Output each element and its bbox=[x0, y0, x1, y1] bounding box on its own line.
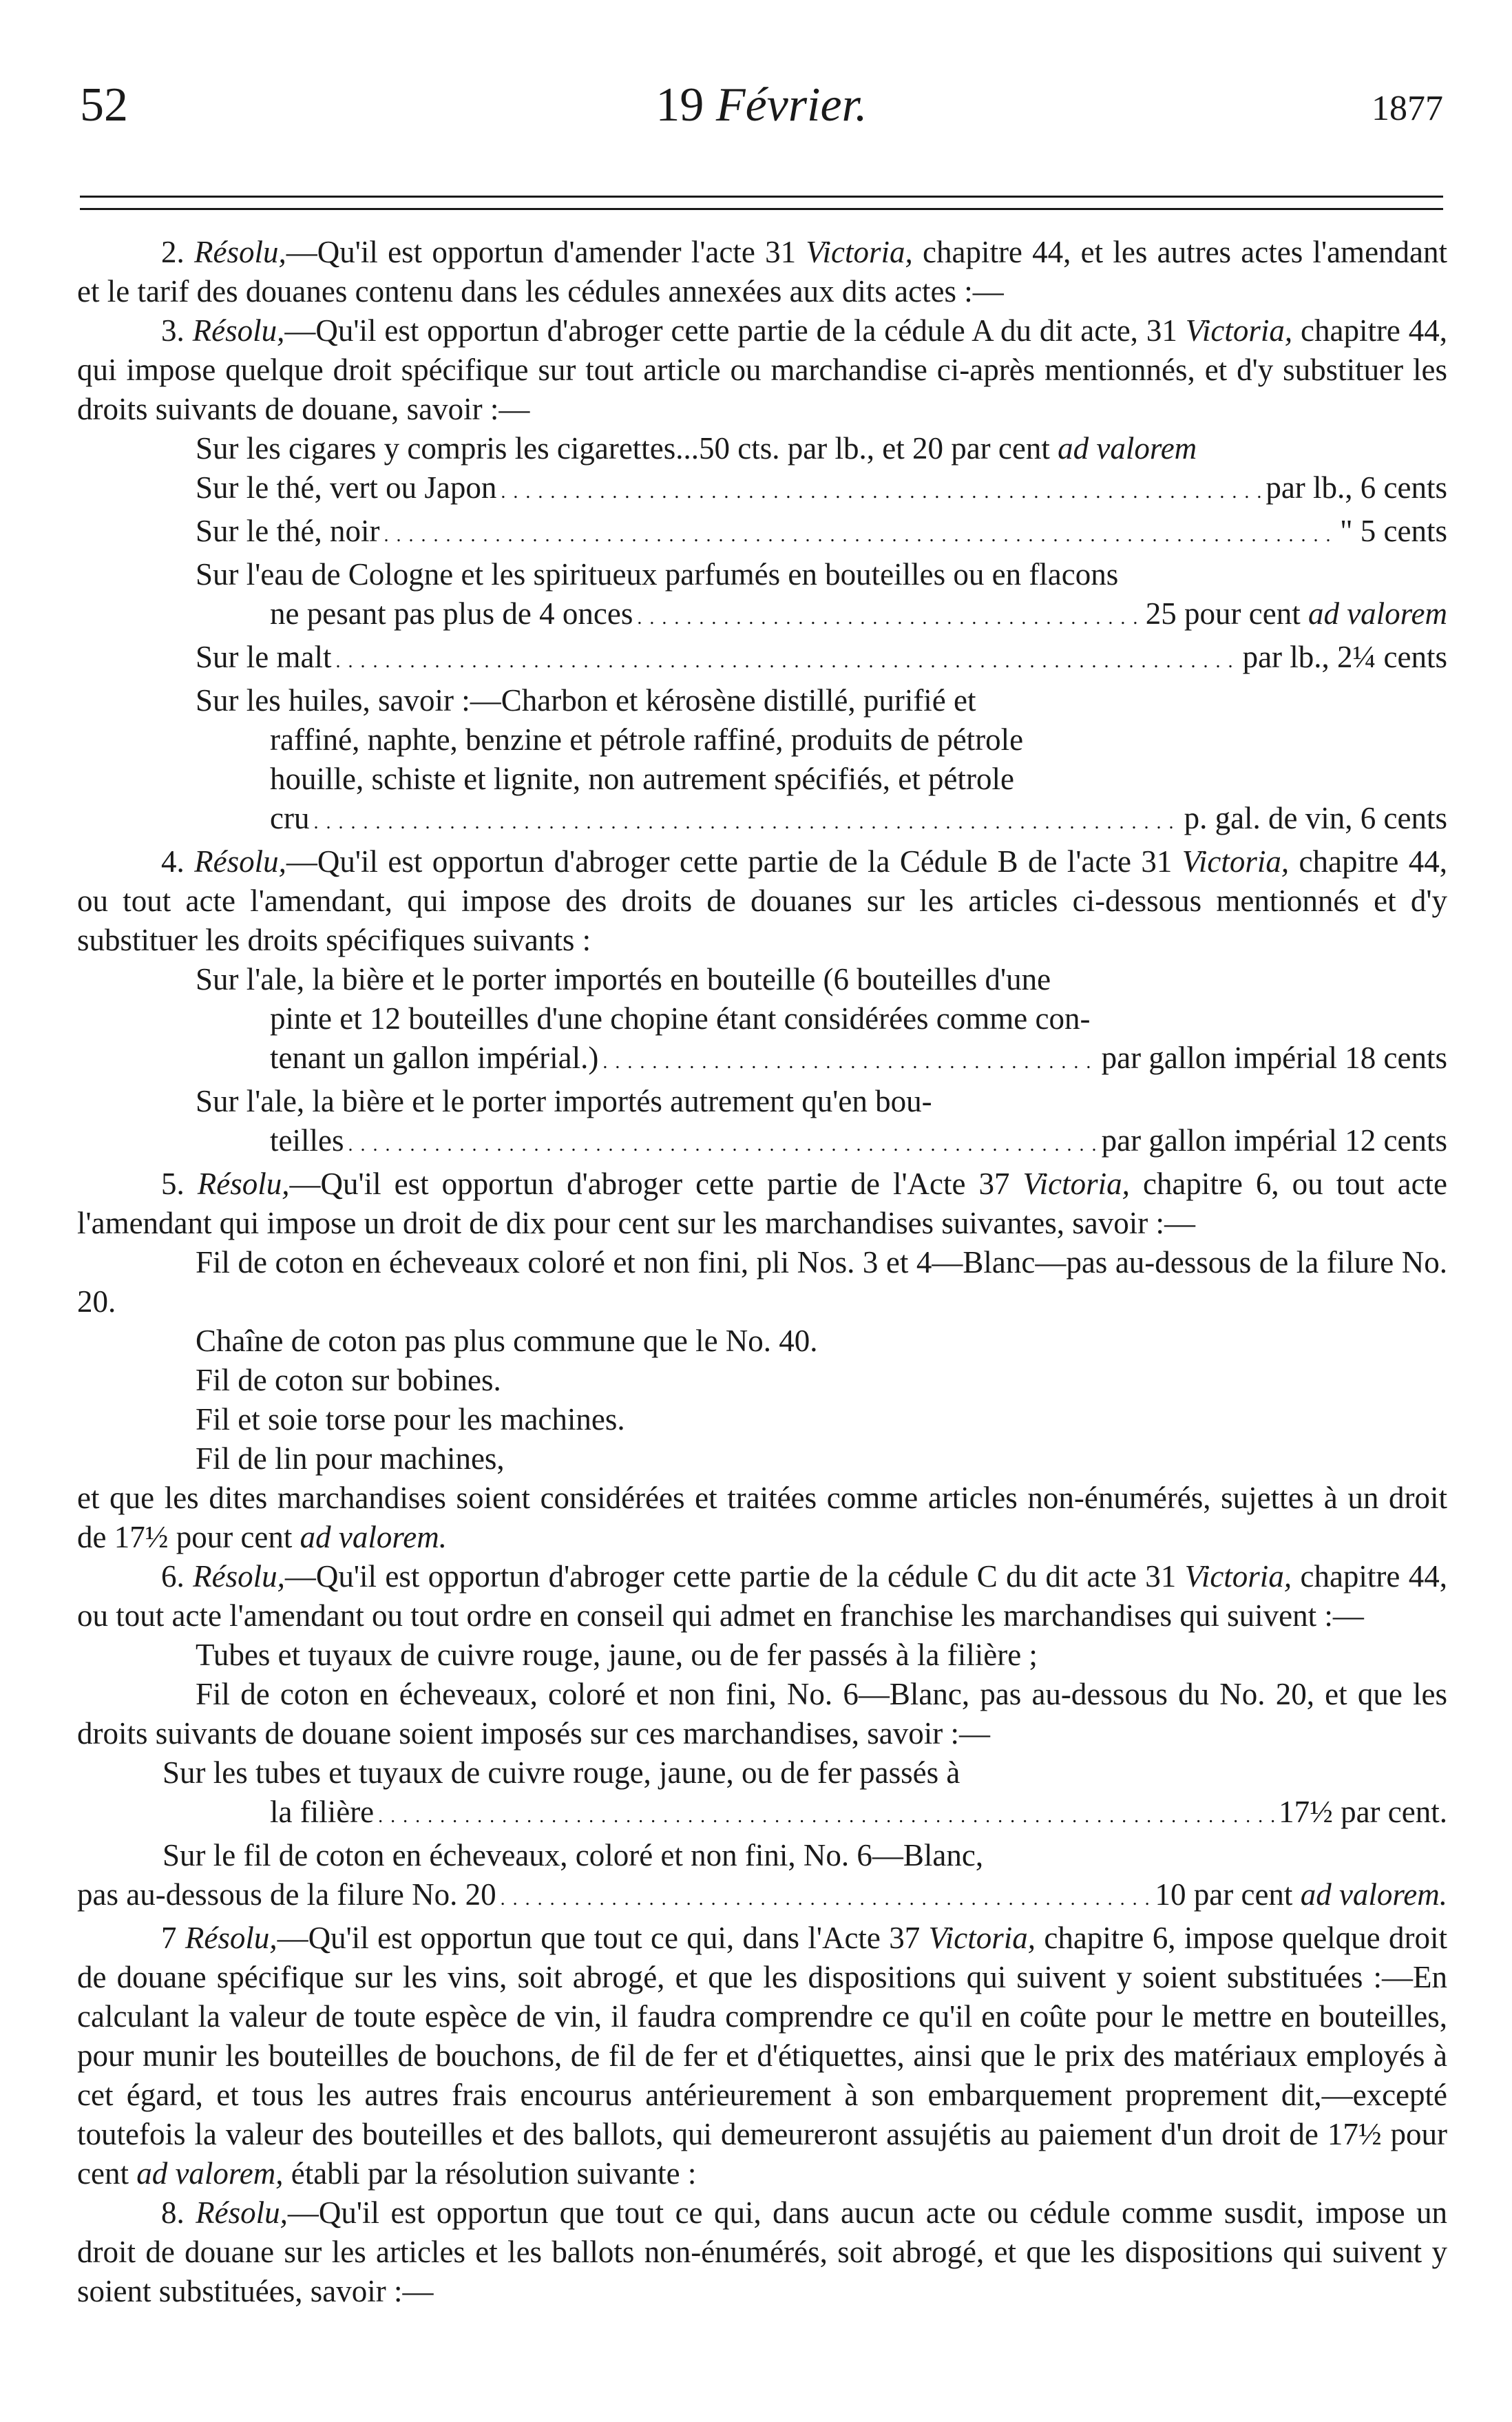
resolution-text: chapitre 44, ou tout acte l'amendant, qui impose des droits de douanes sur les articles ci-dessous mentionnés et d'y substituer les droits spécifiques suivants : bbox=[77, 844, 1448, 957]
dot-leader bbox=[348, 1121, 1097, 1165]
act-name: Victoria, bbox=[928, 1921, 1036, 1955]
tariff-ale-bouteille bbox=[77, 960, 1447, 1082]
item-fil-soie: Fil et soie torse pour les machines. bbox=[196, 1402, 625, 1437]
dot-leader bbox=[335, 638, 1238, 681]
header-month: Février. bbox=[715, 79, 868, 132]
resolution-label: Résolu, bbox=[196, 2195, 288, 2230]
resolution-label: Résolu, bbox=[194, 235, 286, 269]
tariff-the-noir bbox=[77, 512, 1447, 555]
resolution-text: chapitre 6, ou tout acte l'amendant qui impose un droit de dix pour cent sur les marchandises suivantes, savoir :— bbox=[77, 1167, 1448, 1240]
tariff-rate: " 5 cents bbox=[1340, 514, 1447, 548]
tariff-item: houille, schiste et lignite, non autrement spécifiés, et pétrole bbox=[270, 762, 1014, 796]
et-que-clause bbox=[77, 1479, 1447, 1557]
tariff-item: teilles bbox=[270, 1123, 344, 1158]
tariff-tubes bbox=[77, 1753, 1447, 1836]
header-year: 1877 bbox=[1372, 89, 1443, 128]
act-name: Victoria, bbox=[1022, 1167, 1130, 1201]
tariff-ad-valorem: ad valorem bbox=[1308, 596, 1447, 631]
tariff-item: la filière bbox=[270, 1795, 375, 1829]
tariff-ad-valorem: ad valorem. bbox=[300, 1520, 447, 1554]
tariff-ad-valorem: ad valorem. bbox=[1300, 1877, 1447, 1912]
act-name: Victoria, bbox=[1182, 844, 1290, 879]
act-name: Victoria, bbox=[1185, 313, 1293, 348]
tariff-item: Sur le thé, vert ou Japon bbox=[196, 470, 497, 505]
item-fil-6: Fil de coton en écheveaux, coloré et non fini, No. 6—Blanc, pas au-dessous du No. 20, et que les droits suivants de douane soient imposés sur ces marchandises, savoir :— bbox=[77, 1677, 1447, 1751]
page-number: 52 bbox=[80, 79, 128, 132]
tariff-item: Sur le malt bbox=[196, 640, 332, 674]
tariff-rate-text: 25 pour cent bbox=[1145, 596, 1301, 631]
header-rule-bottom bbox=[80, 208, 1443, 210]
resolution-text: établi par la résolution suivante : bbox=[291, 2156, 697, 2191]
tariff-cigares bbox=[77, 429, 1447, 468]
tariff-item: raffiné, naphte, benzine et pétrole raffiné, produits de pétrole bbox=[270, 722, 1024, 757]
resolution-label: Résolu, bbox=[193, 1559, 285, 1594]
resolution-text: chapitre 6, impose quelque droit de douane spécifique sur les vins, soit abrogé, et que les dispositions qui suivent y soient substituées :—En calculant la valeur de toute espèce de vin, il faudra comprendre ce qu'il en coûte pour le mettre en bouteilles, pour munir les bouteilles de bouchons, de fil de fer et d'étiquettes, ainsi que le prix des matériaux employés à cet égard, et tous les autres frais encourus antérieurement à son embarquement proprement dit,—excepté toutefois la valeur des bouteilles et des ballots, qui demeureront assujétis au paiement d'un droit de 17½ pour cent bbox=[77, 1921, 1448, 2191]
resolution-8 bbox=[77, 2193, 1447, 2311]
resolution-4 bbox=[77, 842, 1447, 960]
resolution-number: 7 bbox=[161, 1921, 177, 1955]
resolution-text: chapitre 44, et les autres actes l'amendant et le tarif des douanes contenu dans les cédules annexées aux dits actes :— bbox=[77, 235, 1448, 309]
resolution-text: —Qu'il est opportun d'amender l'acte 31 bbox=[286, 235, 797, 269]
tariff-rate bbox=[1155, 1875, 1447, 1914]
resolution-text: —Qu'il est opportun que tout ce qui, dans aucun acte ou cédule comme susdit, impose un droit de douane sur les articles et les ballots non-énumérés, soit abrogé, et que les dispositions qui suivent y soient substituées, savoir :— bbox=[77, 2195, 1447, 2308]
resolution-number: 6. bbox=[161, 1559, 185, 1594]
dot-leader bbox=[384, 512, 1336, 555]
tariff-item: Sur les tubes et tuyaux de cuivre rouge, jaune, ou de fer passés à bbox=[162, 1755, 960, 1790]
tariff-the-vert bbox=[77, 468, 1447, 512]
tariff-rate bbox=[1146, 594, 1447, 634]
clause-text: et que les dites marchandises soient considérées et traitées comme articles non-énumérés, sujettes à un droit de 17½ pour cent bbox=[77, 1481, 1447, 1554]
dot-leader bbox=[602, 1038, 1097, 1082]
tariff-ale-autre bbox=[77, 1082, 1447, 1165]
resolution-number: 5. bbox=[161, 1167, 185, 1201]
resolution-text: —Qu'il est opportun d'abroger cette partie de l'Acte 37 bbox=[289, 1167, 1010, 1201]
resolution-text: —Qu'il est opportun d'abroger cette partie de la Cédule B de l'acte 31 bbox=[286, 844, 1173, 879]
resolution-7 bbox=[77, 1919, 1447, 2193]
item-tubes: Tubes et tuyaux de cuivre rouge, jaune, ou de fer passés à la filière ; bbox=[196, 1638, 1038, 1672]
resolution-5 bbox=[77, 1165, 1447, 1243]
tariff-row bbox=[196, 594, 1447, 638]
dot-leader bbox=[637, 594, 1141, 638]
tariff-rate: 17½ par cent. bbox=[1279, 1795, 1447, 1829]
resolution-text: —Qu'il est opportun que tout ce qui, dans l'Acte 37 bbox=[277, 1921, 921, 1955]
act-name: Victoria, bbox=[806, 235, 913, 269]
tariff-item: ne pesant pas plus de 4 onces bbox=[270, 596, 633, 631]
resolution-number: 4. bbox=[161, 844, 185, 879]
tariff-rate: p. gal. de vin, 6 cents bbox=[1184, 801, 1447, 835]
tariff-rate: par lb., 6 cents bbox=[1266, 470, 1447, 505]
resolution-label: Résolu, bbox=[194, 844, 286, 879]
tariff-item: tenant un gallon impérial.) bbox=[270, 1041, 599, 1075]
tariff-rate: par gallon impérial 12 cents bbox=[1101, 1123, 1447, 1158]
resolution-2 bbox=[77, 233, 1447, 311]
tariff-huiles bbox=[77, 681, 1447, 842]
tariff-row bbox=[77, 1875, 1447, 1919]
resolution-label: Résolu, bbox=[185, 1921, 277, 1955]
tariff-item: Sur l'ale, la bière et le porter importés en bouteille (6 bouteilles d'une bbox=[196, 962, 1051, 996]
act-name: Victoria, bbox=[1184, 1559, 1292, 1594]
resolution-label: Résolu, bbox=[192, 313, 285, 348]
dot-leader bbox=[501, 1875, 1151, 1919]
tariff-item: Sur le thé, noir bbox=[196, 514, 380, 548]
tariff-item: Sur l'ale, la bière et le porter importés autrement qu'en bou- bbox=[196, 1084, 932, 1118]
tariff-row bbox=[162, 1793, 1447, 1836]
tariff-item: pas au-dessous de la filure No. 20 bbox=[77, 1877, 496, 1912]
item-fil-coton: Fil de coton en écheveaux coloré et non fini, pli Nos. 3 et 4—Blanc—pas au-dessous de la filure No. 20. bbox=[77, 1245, 1447, 1319]
item-fil-bobines: Fil de coton sur bobines. bbox=[196, 1363, 501, 1397]
tariff-malt bbox=[77, 638, 1447, 681]
resolution-text: —Qu'il est opportun d'abroger cette partie de la cédule A du dit acte, 31 bbox=[284, 313, 1177, 348]
item-fil-lin: Fil de lin pour machines, bbox=[196, 1441, 505, 1476]
tariff-item: cru bbox=[270, 801, 310, 835]
header-day: 19 bbox=[655, 79, 704, 132]
resolution-text: —Qu'il est opportun d'abroger cette partie de la cédule C du dit acte 31 bbox=[284, 1559, 1177, 1594]
tariff-eau-de-cologne bbox=[77, 555, 1447, 638]
tariff-item: Sur l'eau de Cologne et les spiritueux parfumés en bouteilles ou en flacons bbox=[196, 557, 1119, 592]
dot-leader bbox=[313, 799, 1179, 842]
tariff-row bbox=[196, 1121, 1447, 1165]
tariff-row bbox=[196, 1038, 1447, 1082]
tariff-rate: par gallon impérial 18 cents bbox=[1101, 1041, 1447, 1075]
header-rule-top bbox=[80, 196, 1443, 198]
document-body bbox=[77, 233, 1447, 2311]
dot-leader bbox=[378, 1793, 1274, 1836]
dot-leader bbox=[501, 468, 1261, 512]
resolution-text: chapitre 44, qui impose quelque droit spécifique sur tout article ou marchandise ci-après mentionnés, et d'y substituer les droits suivants de douane, savoir :— bbox=[77, 313, 1448, 426]
resolution-number: 2. bbox=[161, 235, 185, 269]
resolution-3 bbox=[77, 311, 1447, 429]
resolution-number: 8. bbox=[161, 2195, 185, 2230]
page-header bbox=[80, 74, 1443, 136]
resolution-number: 3. bbox=[161, 313, 185, 348]
tariff-rate: par lb., 2¼ cents bbox=[1242, 640, 1447, 674]
item-chaine: Chaîne de coton pas plus commune que le No. 40. bbox=[196, 1324, 818, 1358]
resolution-label: Résolu, bbox=[197, 1167, 290, 1201]
tariff-item: Sur les huiles, savoir :—Charbon et kérosène distillé, purifié et bbox=[196, 683, 976, 718]
resolution-6 bbox=[77, 1557, 1447, 1636]
tariff-ad-valorem: ad valorem bbox=[1058, 431, 1197, 466]
tariff-row bbox=[196, 799, 1447, 842]
tariff-item: Sur le fil de coton en écheveaux, coloré et non fini, No. 6—Blanc, bbox=[162, 1838, 984, 1872]
tariff-text: Sur les cigares y compris les cigarettes...50 cts. par lb., et 20 par cent bbox=[196, 431, 1050, 466]
tariff-ad-valorem: ad valorem, bbox=[136, 2156, 284, 2191]
header-date bbox=[80, 74, 1443, 136]
tariff-item: pinte et 12 bouteilles d'une chopine étant considérées comme con- bbox=[270, 1001, 1091, 1036]
tariff-rate-text: 10 par cent bbox=[1155, 1877, 1293, 1912]
tariff-fil-6 bbox=[77, 1836, 1447, 1919]
resolution-text: chapitre 44, ou tout acte l'amendant ou tout ordre en conseil qui admet en franchise les marchandises qui suivent :— bbox=[77, 1559, 1448, 1633]
